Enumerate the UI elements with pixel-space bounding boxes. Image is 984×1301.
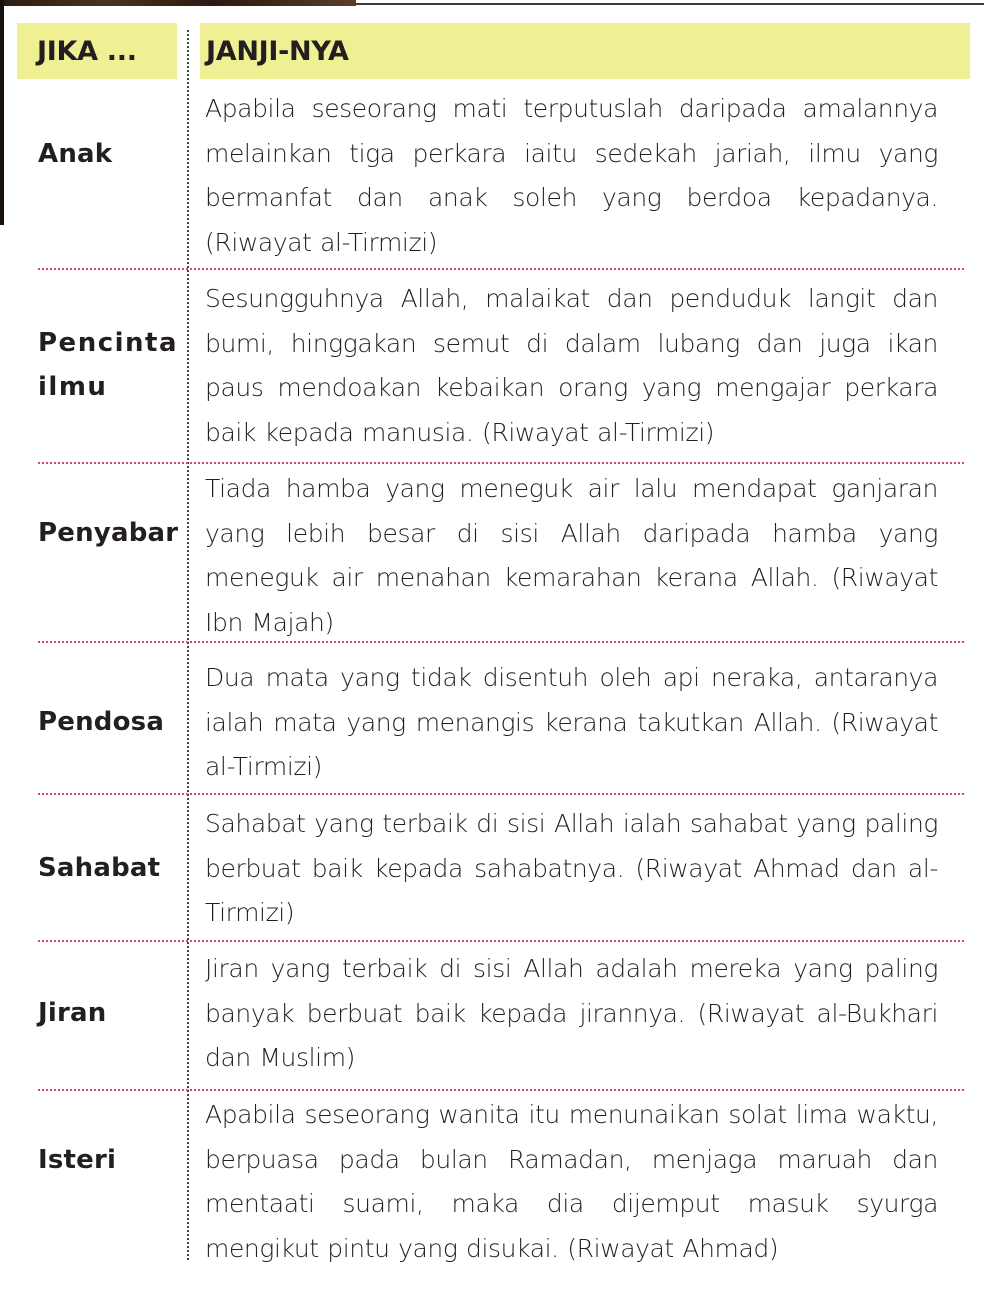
row-label: Jiran: [38, 998, 107, 1028]
table-row: [38, 467, 964, 641]
header-promise: JANJI-NYA: [206, 35, 349, 67]
table-row: [38, 1093, 964, 1273]
row-label: Penyabar: [38, 518, 179, 548]
row-label: Pendosa: [38, 707, 165, 737]
header-promise-cell: [200, 23, 970, 79]
row-text: Sahabat yang terbaik di sisi Allah ialah sahabat yang paling berbuat baik kepada sahabatnya. (Riwayat Ahmad dan al-Tirmizi): [205, 809, 938, 927]
table-row: [38, 87, 964, 267]
table-row: [38, 277, 964, 461]
row-separator: [38, 641, 964, 643]
row-text: Apabila seseorang mati terputuslah daripada amalannya melainkan tiga perkara iaitu sedekah jariah, ilmu yang bermanfat dan anak soleh yang berdoa kepadanya. (Riwayat al-Tirmizi): [205, 94, 938, 257]
row-separator: [38, 1089, 964, 1091]
header-condition: JIKA ...: [37, 35, 137, 67]
row-separator: [38, 940, 964, 942]
row-label: Isteri: [38, 1145, 117, 1175]
row-separator: [38, 268, 964, 270]
row-text: Tiada hamba yang meneguk air lalu mendapat ganjaran yang lebih besar di sisi Allah daripada hamba yang meneguk air menahan kemarahan kerana Allah. (Riwayat Ibn Majah): [205, 474, 938, 637]
header-condition-cell: [17, 23, 177, 79]
row-text: Apabila seseorang wanita itu menunaikan solat lima waktu, berpuasa pada bulan Ramadan, menjaga maruah dan mentaati suami, maka dia dijemput masuk syurga mengikut pintu yang disukai. (Riwayat Ahmad): [205, 1100, 938, 1263]
table-row: [38, 802, 964, 940]
row-text: Sesungguhnya Allah, malaikat dan penduduk langit dan bumi, hinggakan semut di dalam lubang dan juga ikan paus mendoakan kebaikan orang yang mengajar perkara baik kepada manusia. (Riwayat al-Tirmizi): [205, 284, 938, 447]
row-separator: [38, 462, 964, 464]
photo-edge: [0, 0, 4, 225]
row-label: Anak: [38, 139, 113, 169]
row-text: Jiran yang terbaik di sisi Allah adalah mereka yang paling banyak berbuat baik kepada jirannya. (Riwayat al-Bukhari dan Muslim): [205, 954, 938, 1072]
row-label: Pencinta ilmu: [38, 328, 179, 402]
row-text: Dua mata yang tidak disentuh oleh api neraka, antaranya ialah mata yang menangis kerana takutkan Allah. (Riwayat al-Tirmizi): [205, 663, 938, 781]
row-label: Sahabat: [38, 853, 161, 883]
table-row: [38, 656, 964, 794]
table-row: [38, 947, 964, 1087]
photo-fragment: [0, 0, 356, 6]
top-rule: [356, 3, 984, 5]
row-separator: [38, 793, 964, 795]
